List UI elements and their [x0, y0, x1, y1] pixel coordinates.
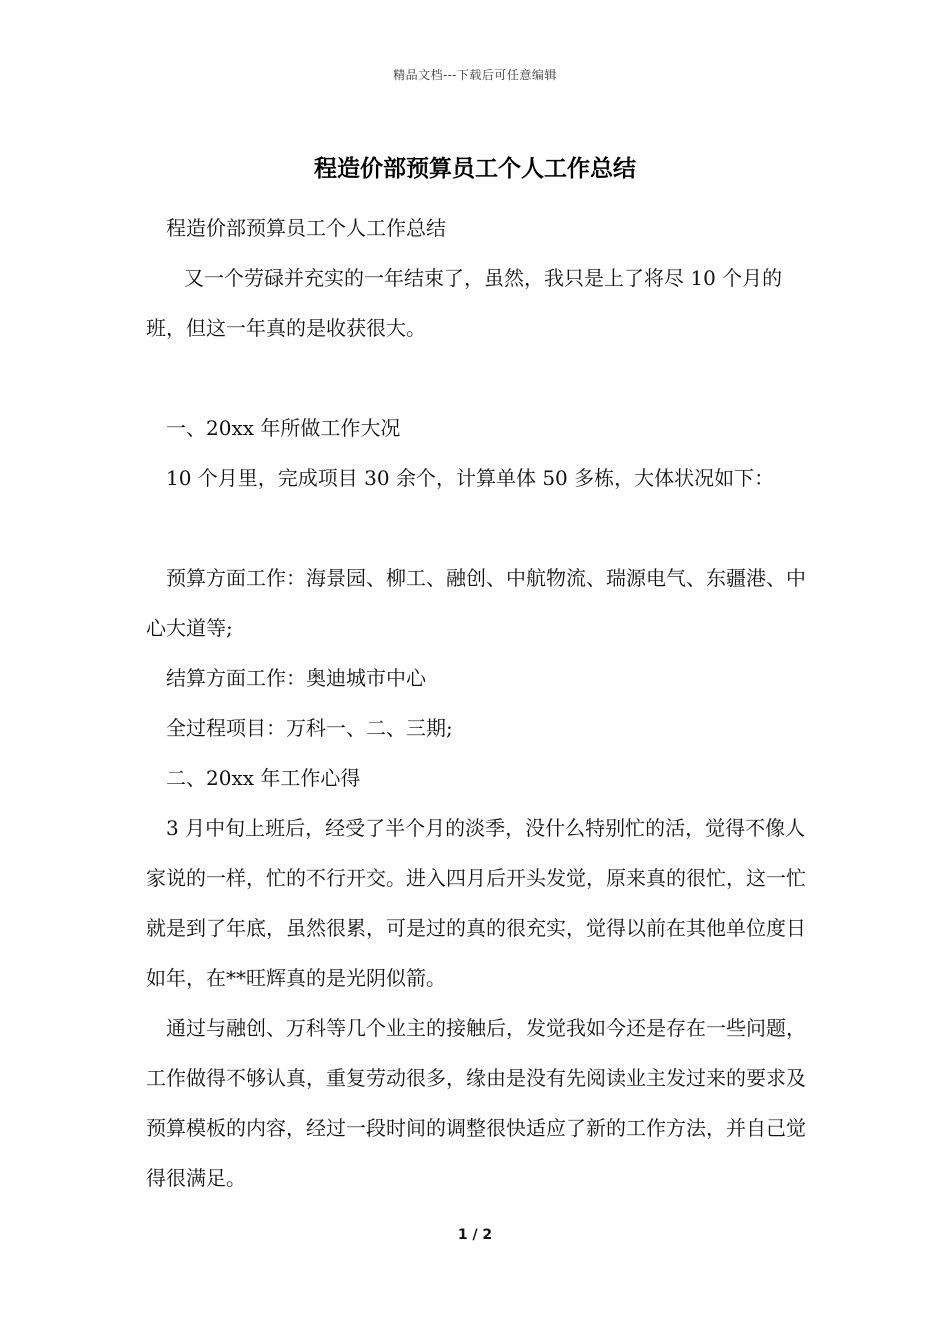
paragraph-gap [146, 503, 816, 553]
section-heading-2: 二、20xx 年工作心得 [166, 766, 361, 790]
header-note: 精品文档---下载后可任意编辑 [393, 68, 557, 82]
document-title: 程造价部预算员工个人工作总结 [314, 155, 636, 182]
paragraph-summary: 10 个月里，完成项目 30 余个，计算单体 50 多栋，大体状况如下： [166, 466, 775, 490]
paragraph-gap [146, 353, 816, 403]
paragraph-settlement-work: 结算方面工作：奥迪城市中心 [166, 666, 426, 690]
paragraph-intro: 又一个劳碌并充实的一年结束了，虽然，我只是上了将尽 10 个月的班，但这一年真的是收获很大。 [146, 266, 783, 340]
page-number: 1 / 2 [457, 1227, 493, 1243]
paragraph-experience: 3 月中旬上班后，经受了半个月的淡季，没什么特别忙的活，觉得不像人家说的一样，忙的不行开交。进入四月后开头发觉，原来真的很忙，这一忙就是到了年底，虽然很累，可是过的真的很充实，觉得以前在其他单位度日如年，在**旺辉真的是光阴似箭。 [146, 816, 806, 990]
section-heading-1: 一、20xx 年所做工作大况 [166, 416, 401, 440]
paragraph-full-process: 全过程项目：万科一、二、三期; [166, 716, 453, 740]
paragraph-reflection: 通过与融创、万科等几个业主的接触后，发觉我如今还是存在一些问题，工作做得不够认真，重复劳动很多，缘由是没有先阅读业主发过来的要求及预算模板的内容，经过一段时间的调整很快适应了新的工作方法，并自己觉得很满足。 [146, 1016, 806, 1190]
document-body [146, 203, 816, 1203]
paragraph-budget-work: 预算方面工作：海景园、柳工、融创、中航物流、瑞源电气、东疆港、中心大道等; [146, 566, 806, 640]
paragraph-subtitle: 程造价部预算员工个人工作总结 [166, 216, 446, 240]
